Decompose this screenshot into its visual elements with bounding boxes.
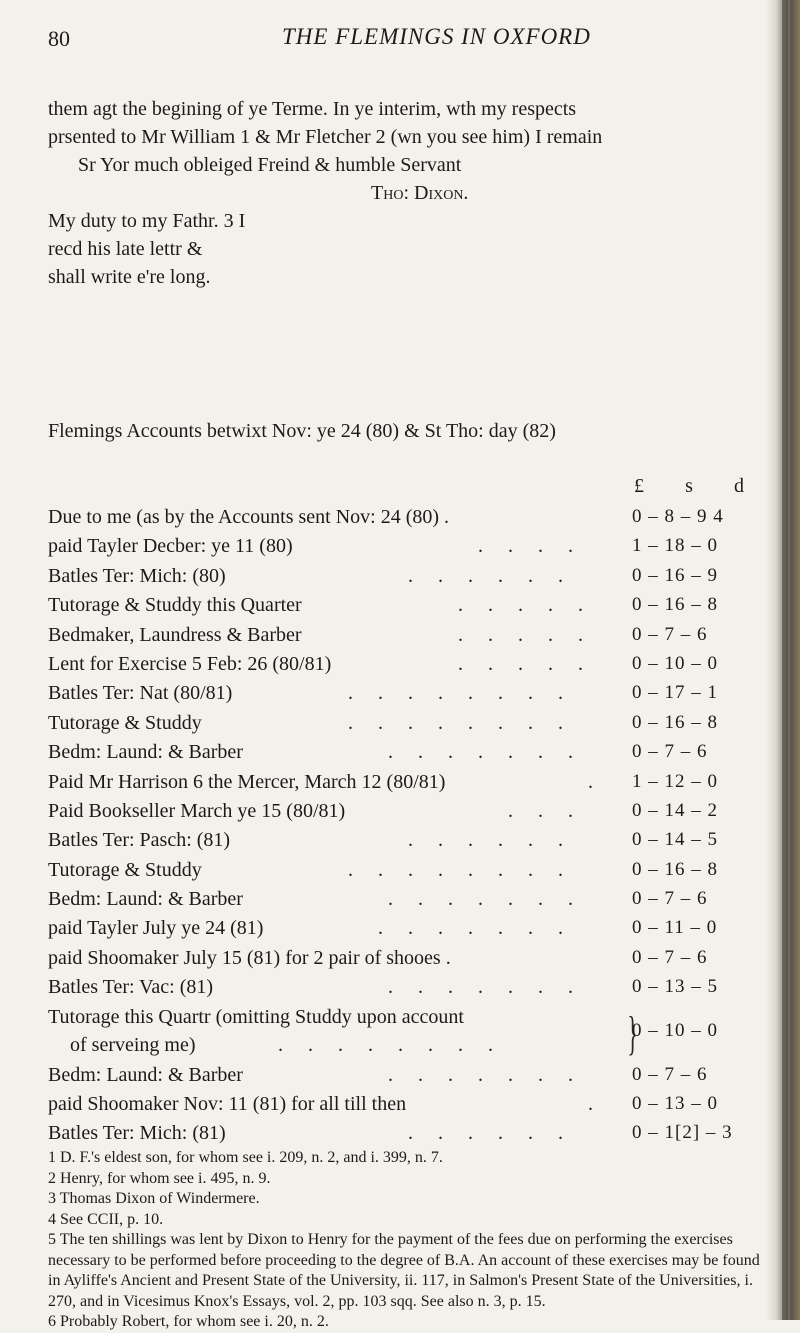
entry-amount: 0 – 7 – 6 [632,623,708,645]
leader-dots: . . . . . . [408,1122,573,1145]
entry-description: Batles Ter: Nat (80/81) [48,682,233,705]
table-row [48,947,758,976]
entry-amount: 0 – 14 – 2 [632,799,718,821]
table-row [48,1064,758,1093]
entry-description: Tutorage this Quartr (omitting Studdy upon account [48,1005,464,1028]
table-row [48,565,758,594]
table-row [48,594,758,623]
column-heads [634,475,744,498]
table-row [48,829,758,858]
entry-description: Bedm: Laund: & Barber [48,1063,243,1086]
entry-amount: 0 – 16 – 8 [632,711,718,733]
letter-line: Sr Yor much obleiged Freind & humble Servant [78,154,462,176]
leader-dots: . . . . . . [408,564,573,587]
entry-description: Tutorage & Studdy [48,711,202,734]
table-row [48,535,758,564]
table-row [48,1093,758,1122]
page-binding-line [782,0,788,1320]
entry-amount: 1 – 18 – 0 [632,535,718,557]
entry-amount: 0 – 16 – 8 [632,594,718,616]
entry-description: Tutorage & Studdy this Quarter [48,594,302,617]
letter-postscript: My duty to my Fathr. 3 I [48,210,246,232]
table-row [48,712,758,741]
footnote: 2 Henry, for whom see i. 495, n. 9. [48,1169,271,1187]
table-row [48,800,758,829]
table-row [48,976,758,1005]
entry-description: paid Tayler Decber: ye 11 (80) [48,535,293,558]
entry-description: Bedm: Laund: & Barber [48,888,243,911]
leader-dots: . . . . . [458,652,593,675]
entry-description: Bedm: Laund: & Barber [48,741,243,764]
table-row [48,624,758,653]
leader-dots: . . . . . . . [378,917,573,940]
letter-line: them agt the begining of ye Terme. In ye interim, wth my respects [48,98,577,120]
letter-signature: Tho: Dixon. [371,182,469,204]
column-head-pence: d [733,475,744,497]
footnote: 1 D. F.'s eldest son, for whom see i. 209, n. 2, and i. 399, n. 7. [48,1149,443,1166]
page-number: 80 [48,26,70,51]
letter-text [48,95,768,291]
footnote: 5 The ten shillings was lent by Dixon to Henry for the payment of the fees due on performing the exercises necessary to be performed before proceeding to the degree of B.A. An account of these exercises may be found in Ayliffe's Ancient and Present State of the University, ii. 117, in Salmon's Present State of the Universities, i. 270, and in Vicesimus Knox's Essays, vol. 2, pp. 103 sqq. See also n. 3, p. 15. [48,1231,760,1310]
leader-dots: . [588,770,603,793]
entry-description: Batles Ter: Pasch: (81) [48,829,231,852]
entry-amount: 0 – 1[2] – 3 [632,1122,733,1144]
column-head-pounds: £ [634,475,644,497]
entry-description-continued: of serveing me) [70,1033,196,1056]
leader-dots: . . . . [478,535,583,558]
footnote: 3 Thomas Dixon of Windermere. [48,1190,260,1207]
leader-dots: . . . . . . . [388,888,583,911]
entry-description: Tutorage & Studdy [48,858,202,881]
entry-description: Paid Bookseller March ye 15 (80/81) [48,799,346,822]
table-row [48,506,758,535]
leader-dots: . . . . . . . . [348,711,573,734]
entry-description: Batles Ter: Mich: (80) [48,564,226,587]
footnote: 4 See CCII, p. 10. [48,1210,164,1228]
entry-description: Bedmaker, Laundress & Barber [48,623,302,646]
entry-amount: 0 – 8 – 9 4 [632,506,724,527]
entry-description: paid Shoomaker July 15 (81) for 2 pair of shooes . [48,946,451,969]
leader-dots: . . . . . . . . [348,858,573,881]
table-row [48,859,758,888]
entry-amount: 0 – 7 – 6 [632,946,708,968]
table-row [48,771,758,800]
entry-description: paid Tayler July ye 24 (81) [48,917,264,940]
entry-amount: 0 – 13 – 0 [632,1093,718,1115]
entry-amount: 0 – 17 – 1 [632,682,718,704]
footnotes [48,1148,768,1333]
entry-description: paid Shoomaker Nov: 11 (81) for all till then [48,1093,407,1116]
leader-dots: . . . . . . . [388,976,583,999]
table-row [48,653,758,682]
footnote: 6 Probably Robert, for whom see i. 20, n. 2. [48,1313,329,1330]
entry-amount: 0 – 14 – 5 [632,829,718,851]
entry-amount: 0 – 7 – 6 [632,1063,708,1085]
table-row [48,741,758,770]
entry-amount: 0 – 10 – 0 [632,1019,718,1041]
table-row [48,682,758,711]
table-row [48,1006,758,1064]
leader-dots: . . . . . [458,623,593,646]
entry-description: Batles Ter: Vac: (81) [48,976,214,999]
accounts-heading: Flemings Accounts betwixt Nov: ye 24 (80) & St Tho: day (82) [48,420,556,442]
leader-dots: . [588,1093,603,1116]
entry-description: Batles Ter: Mich: (81) [48,1122,226,1145]
entry-amount: 0 – 13 – 5 [632,976,718,998]
entry-amount: 0 – 7 – 6 [632,888,708,910]
letter-line: prsented to Mr William 1 & Mr Fletcher 2 (wn you see him) I remain [48,126,603,148]
brace-symbol: } [627,1006,638,1060]
running-head: THE FLEMINGS IN OXFORD [282,24,591,49]
entry-description: Due to me (as by the Accounts sent Nov: 24 (80) . [48,506,450,528]
leader-dots: . . . . . . [408,829,573,852]
accounts-table [48,506,758,1152]
entry-amount: 0 – 7 – 6 [632,741,708,763]
entry-amount: 0 – 16 – 8 [632,858,718,880]
table-row [48,917,758,946]
entry-amount: 1 – 12 – 0 [632,770,718,792]
column-head-shillings: s [685,475,693,497]
letter-postscript: shall write e're long. [48,266,211,288]
leader-dots: . . . . . . . . [278,1033,503,1056]
entry-description: Paid Mr Harrison 6 the Mercer, March 12 (80/81) [48,770,446,793]
entry-amount: 0 – 10 – 0 [632,652,718,674]
leader-dots: . . . . . . . [388,1063,583,1086]
leader-dots: . . . . . . . [388,741,583,764]
entry-description: Lent for Exercise 5 Feb: 26 (80/81) [48,652,332,675]
leader-dots: . . . . . . . . [348,682,573,705]
letter-postscript: recd his late lettr & [48,238,203,260]
entry-amount: 0 – 11 – 0 [632,917,718,939]
entry-amount: 0 – 16 – 9 [632,564,718,586]
leader-dots: . . . . . [458,594,593,617]
leader-dots: . . . [508,799,583,822]
table-row [48,888,758,917]
